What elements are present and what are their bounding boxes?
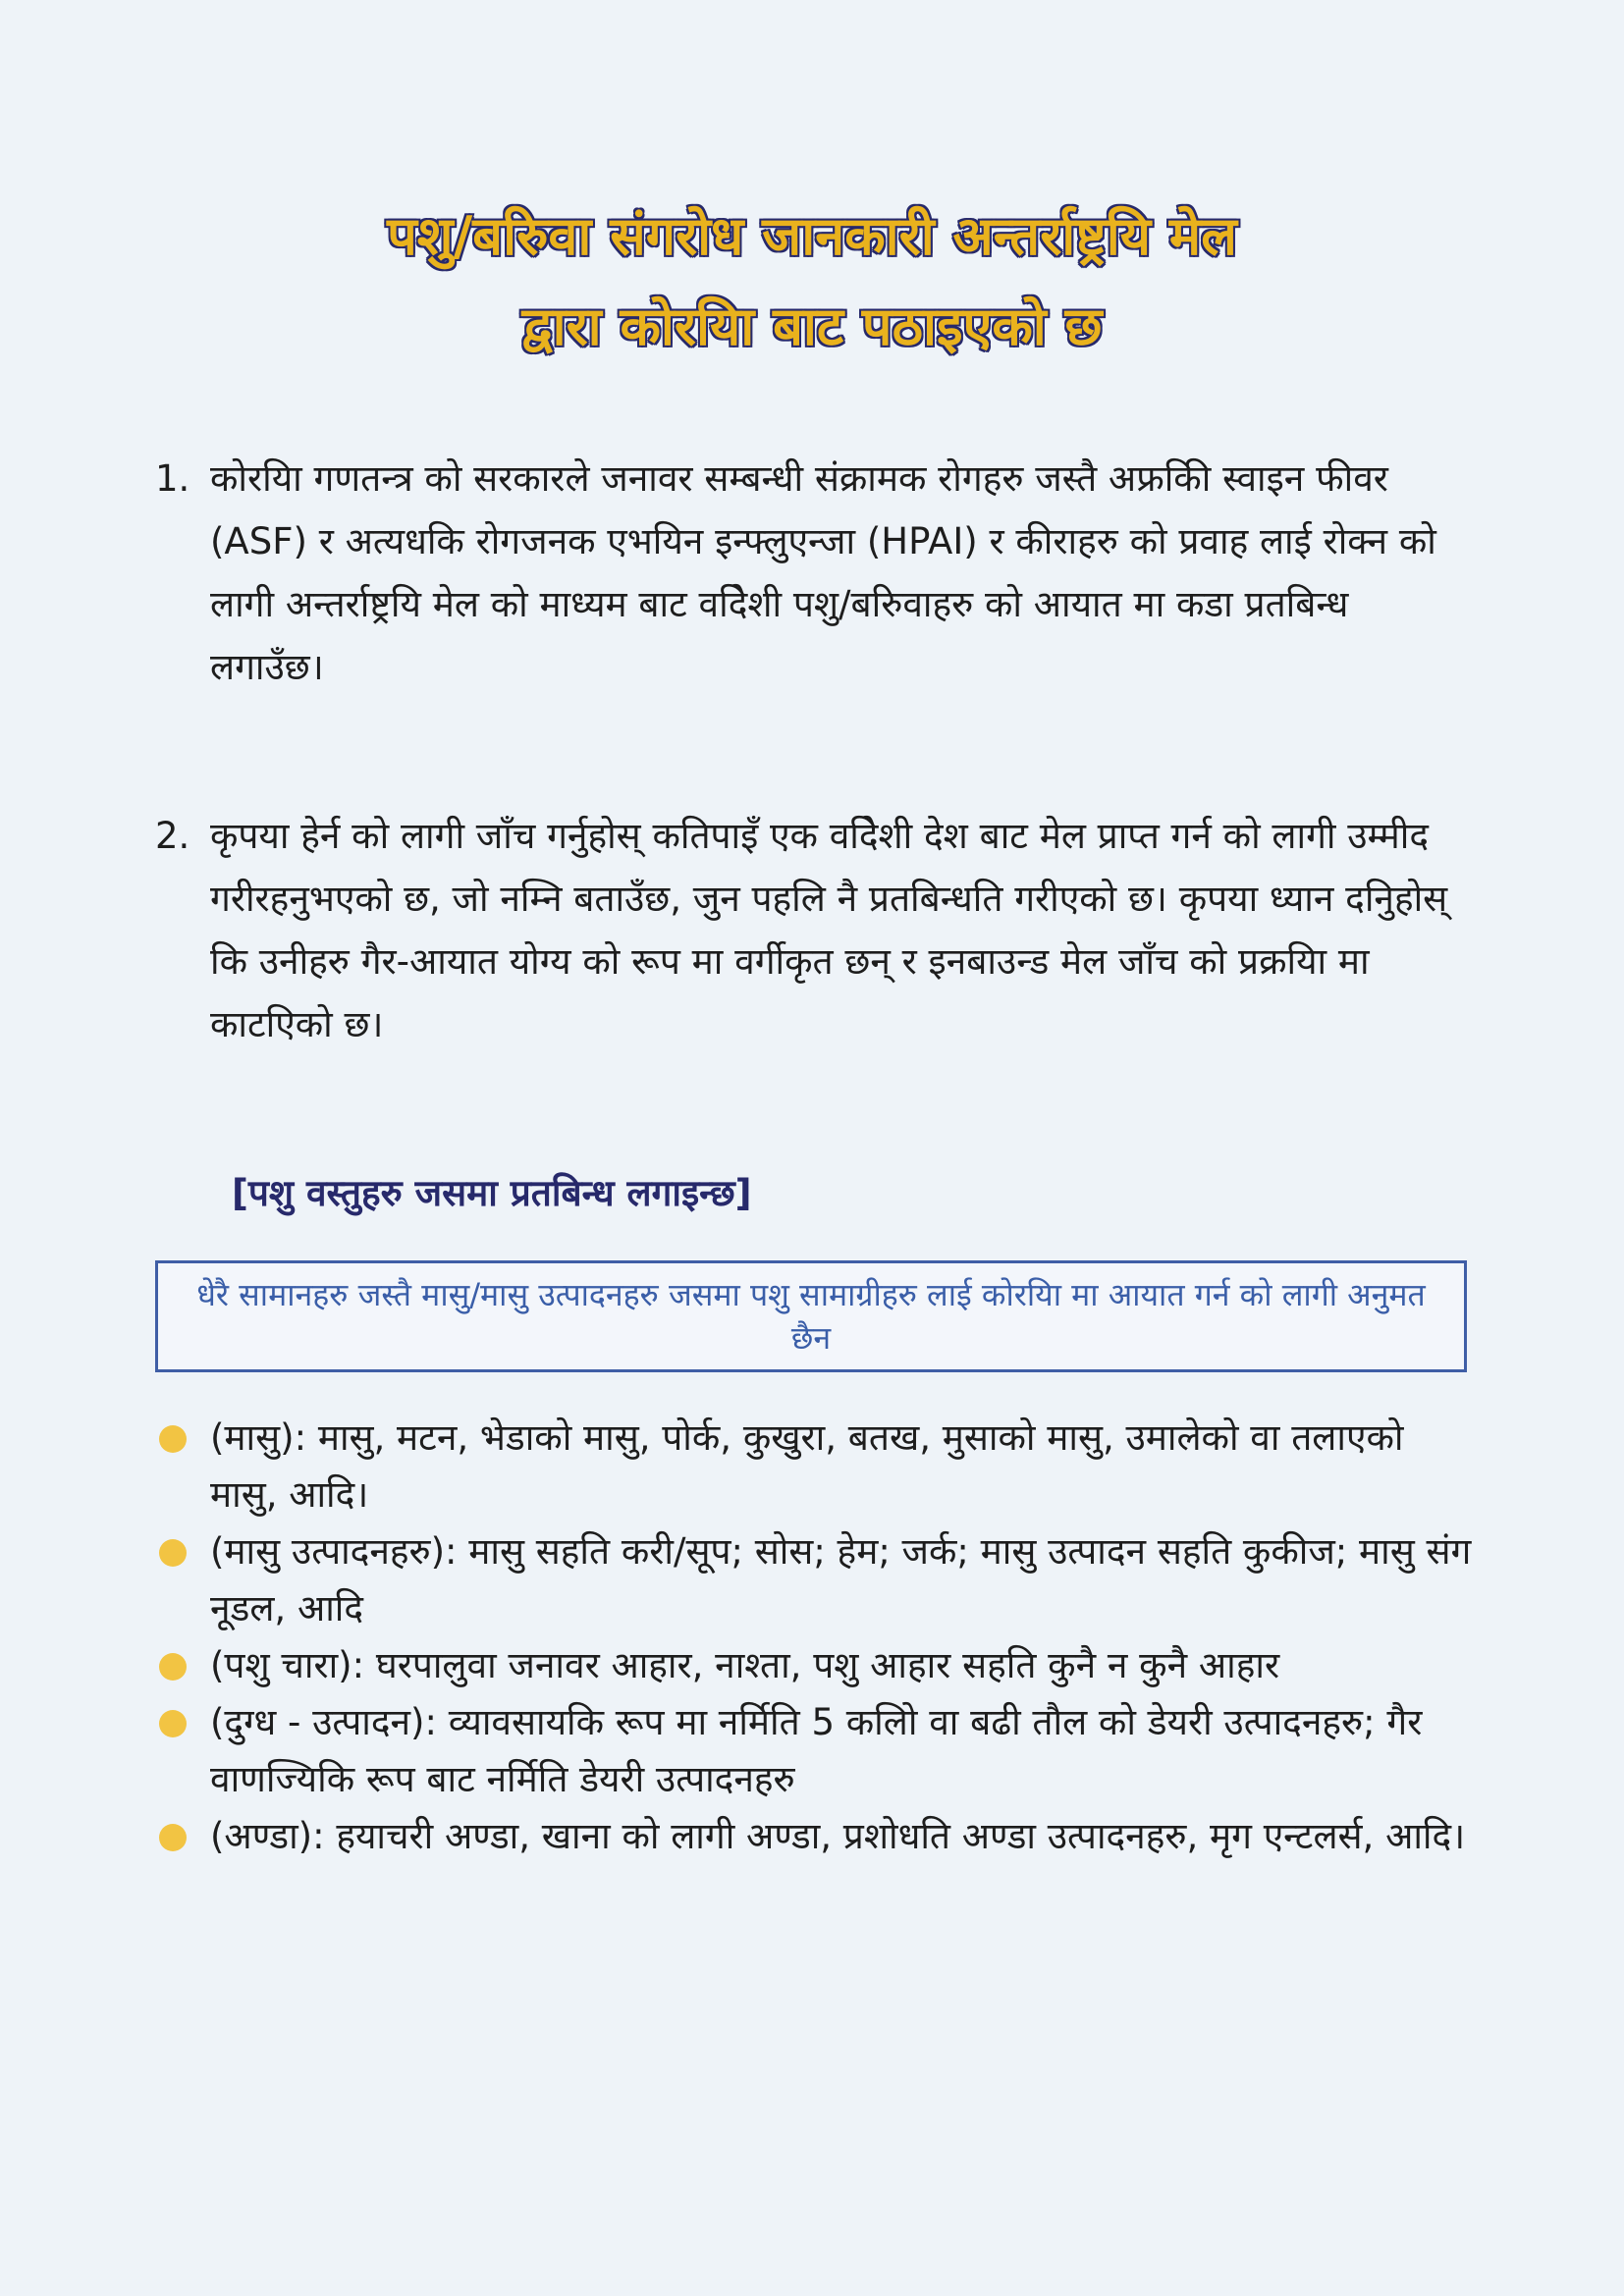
restricted-items-list: [155, 1410, 1481, 1865]
bullet-dot-icon: [159, 1425, 187, 1453]
numbered-point-1: [155, 448, 1471, 699]
title-line-2: द्वारा कोरयिा बाट पठाइएको छ: [521, 295, 1103, 357]
numbered-point-2: [155, 805, 1471, 1056]
list-item-text: (पशु चारा): घरपालुवा जनावर आहार, नाश्ता, पशु आहार सहति कुनै न कुनै आहार: [210, 1644, 1280, 1686]
notice-text: धेरै सामानहरु जस्तै मासु/मासु उत्पादनहरु जसमा पशु सामाग्रीहरु लाई कोरयिा मा आयात गर्न को लागी अनुमत छैन: [196, 1276, 1426, 1357]
title-line-1: पशु/बरिुवा संगरोध जानकारी अन्तर्राष्ट्रयि मेल: [387, 205, 1237, 267]
list-item-text: (मासु): मासु, मटन, भेडाको मासु, पोर्क, कुखुरा, बतख, मुसाको मासु, उमालेको वा तलाएको मासु, आदि।: [210, 1416, 1404, 1516]
point-number: 1.: [155, 457, 190, 500]
bullet-dot-icon: [159, 1653, 187, 1681]
bullet-dot-icon: [159, 1539, 187, 1567]
page-title: [118, 191, 1506, 372]
list-item: [155, 1637, 1481, 1694]
point-number: 2.: [155, 815, 190, 857]
point-text: कृपया हेर्न को लागी जाँच गर्नुहोस् कतिपाइँ एक वदिेशी देश बाट मेल प्राप्त गर्न को लागी उम्मीद गरीरहनुभएको छ, जो नम्नि बताउँछ, जुन पहलि नै प्रतबिन्धति गरीएको छ। कृपया ध्यान दनिुहोस् कि उनीहरु गैर-आयात योग्य को रूप मा वर्गीकृत छन् र इनबाउन्ड मेल जाँच को प्रक्रयिा मा काटएिको छ।: [210, 815, 1448, 1045]
list-item-text: (अण्डा): हयाचरी अण्डा, खाना को लागी अण्डा, प्रशोधति अण्डा उत्पादनहरु, मृग एन्टलर्स, आदि।: [210, 1815, 1466, 1857]
notice-box: [155, 1260, 1467, 1372]
restricted-items-heading: [पशु वस्तुहरु जसमा प्रतबिन्ध लगाइन्छ]: [232, 1172, 752, 1214]
list-item-text: (दुग्ध - उत्पादन): व्यावसायकि रूप मा नर्मिति 5 कलिो वा बढी तौल को डेयरी उत्पादनहरु; गैर वाणज्यिकि रूप बाट नर्मिति डेयरी उत्पादनहरु: [210, 1701, 1423, 1800]
list-item: [155, 1694, 1481, 1808]
list-item: [155, 1523, 1481, 1637]
list-item-text: (मासु उत्पादनहरु): मासु सहति करी/सूप; सोस; हेम; जर्क; मासु उत्पादन सहति कुकीज; मासु संग नूडल, आदि: [210, 1530, 1472, 1629]
bullet-dot-icon: [159, 1710, 187, 1737]
point-text: कोरयिा गणतन्त्र को सरकारले जनावर सम्बन्धी संक्रामक रोगहरु जस्तै अफ्रकिी स्वाइन फीवर (ASF) र अत्यधकि रोगजनक एभयिन इन्फ्लुएन्जा (HPAI) र कीराहरु को प्रवाह लाई रोक्न को लागी अन्तर्राष्ट्रयि मेल को माध्यम बाट वदिेशी पशु/बरिुवाहरु को आयात मा कडा प्रतबिन्ध लगाउँछ।: [210, 457, 1436, 688]
list-item: [155, 1410, 1481, 1523]
list-item: [155, 1808, 1481, 1865]
bullet-dot-icon: [159, 1824, 187, 1851]
